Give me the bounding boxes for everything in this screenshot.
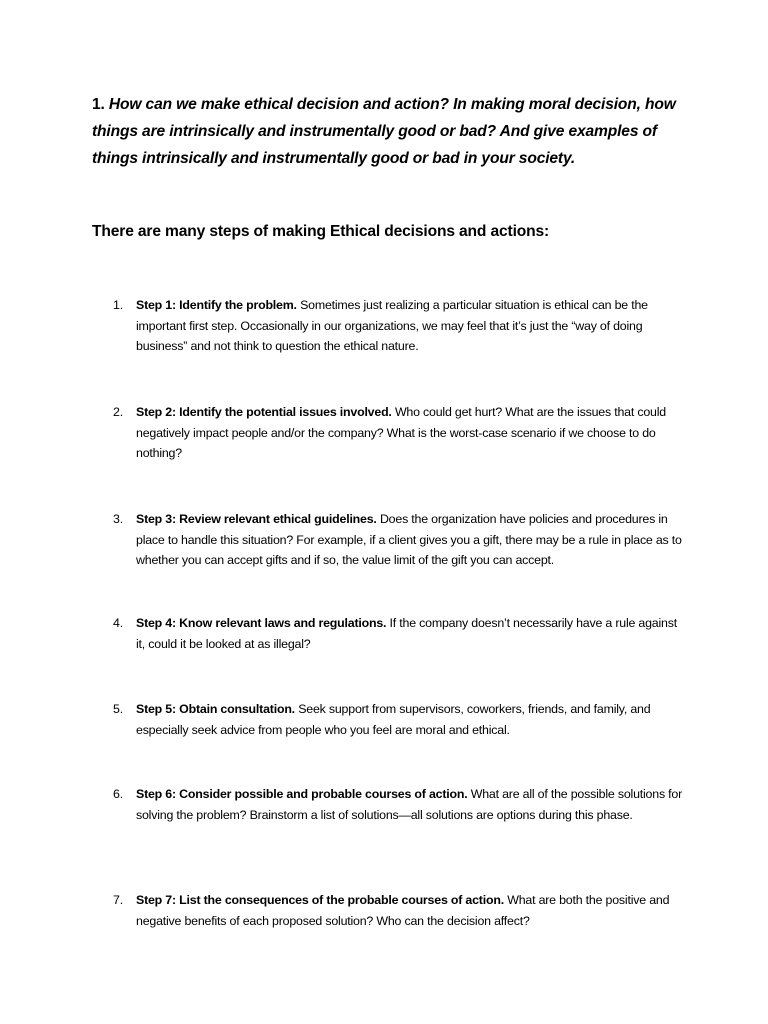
step-number: 3.: [113, 512, 123, 526]
step-title: Step 2: Identify the potential issues involved.: [136, 405, 392, 419]
step-number: 7.: [113, 893, 123, 907]
step-title: Step 3: Review relevant ethical guidelines.: [136, 512, 377, 526]
step-number: 2.: [113, 405, 123, 419]
question-text: How can we make ethical decision and action? In making moral decision, how things are intrinsically and instrumentally good or bad? And give examples of things intrinsically and instrumentally good or bad in your society.: [92, 96, 676, 167]
step-description: If the company doesn’t necessarily have a rule against it, could it be looked at as illegal?: [136, 616, 677, 651]
intro-heading: There are many steps of making Ethical decisions and actions:: [92, 223, 550, 240]
step-number: 6.: [113, 787, 123, 801]
list-item-step-5: [113, 699, 683, 740]
step-description: What are both the positive and negative benefits of each proposed solution? Who can the decision affect?: [136, 893, 670, 928]
step-description: What are all of the possible solutions for solving the problem? Brainstorm a list of solutions—all solutions are options during this phase.: [136, 787, 683, 822]
step-number: 1.: [113, 298, 123, 312]
step-description: Does the organization have policies and procedures in place to handle this situation? For example, if a client gives you a gift, there may be a rule in place as to whether you can accept gifts and if so, the value limit of the gift you can accept.: [136, 512, 682, 567]
step-number: 4.: [113, 616, 123, 630]
step-description: Sometimes just realizing a particular situation is ethical can be the important first step. Occasionally in our organizations, we may feel that it’s just the “way of doing business” and not think to question the ethical nature.: [136, 298, 648, 353]
step-title: Step 1: Identify the problem.: [136, 298, 297, 312]
list-item-step-1: [113, 295, 683, 357]
list-item-step-7: [113, 890, 683, 931]
question-heading: [92, 91, 692, 172]
list-item-step-2: [113, 402, 683, 464]
step-description: Who could get hurt? What are the issues that could negatively impact people and/or the company? What is the worst-case scenario if we choose to do nothing?: [136, 405, 666, 460]
step-title: Step 6: Consider possible and probable courses of action.: [136, 787, 468, 801]
step-title: Step 4: Know relevant laws and regulations.: [136, 616, 387, 630]
step-title: Step 5: Obtain consultation.: [136, 702, 295, 716]
list-item-step-3: [113, 509, 683, 571]
step-number: 5.: [113, 702, 123, 716]
step-title: Step 7: List the consequences of the probable courses of action.: [136, 893, 504, 907]
list-item-step-4: [113, 613, 683, 654]
step-description: Seek support from supervisors, coworkers, friends, and family, and especially seek advice from people who you feel are moral and ethical.: [136, 702, 651, 737]
question-number: 1.: [92, 96, 105, 113]
list-item-step-6: [113, 784, 683, 825]
